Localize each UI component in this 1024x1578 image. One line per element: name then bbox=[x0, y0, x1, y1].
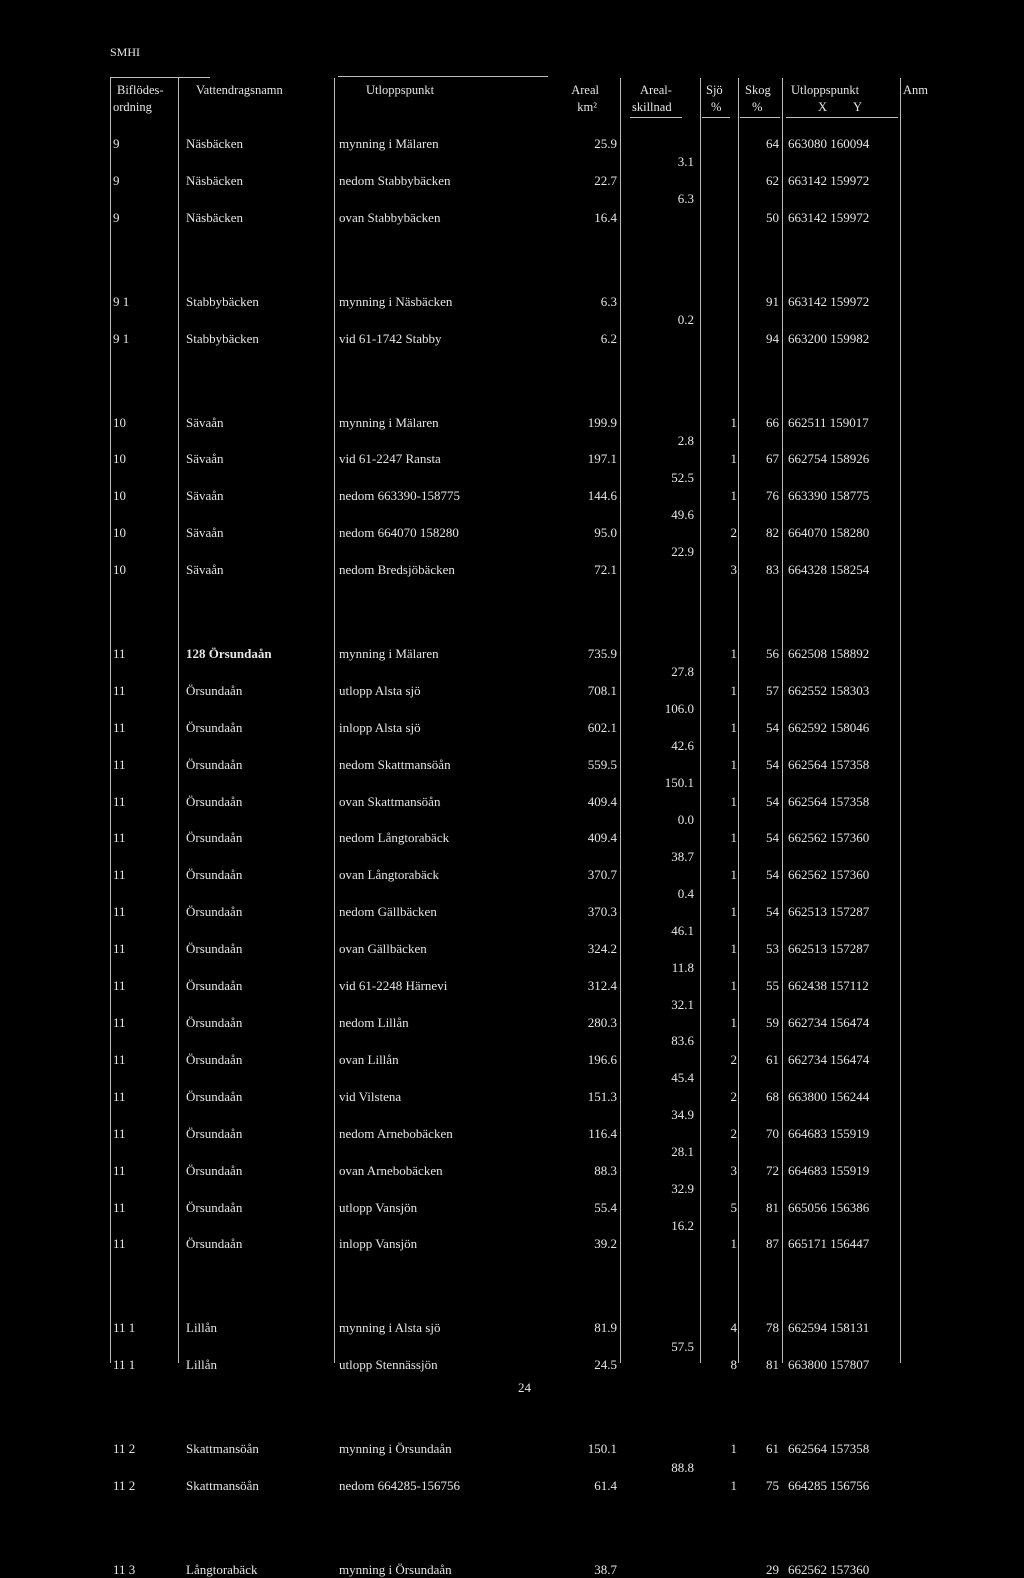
cell-coordinates: 663080 160094 bbox=[788, 136, 870, 151]
cell-coordinates: 663142 159972 bbox=[788, 294, 870, 309]
cell-coordinates: 664328 158254 bbox=[788, 562, 870, 577]
cell-utloppspunkt: nedom 664070 158280 bbox=[339, 525, 459, 540]
cell-vattendragsnamn: Stabbybäcken bbox=[186, 294, 259, 309]
cell-areal: 55.4 bbox=[594, 1200, 617, 1215]
cell-areal: 81.9 bbox=[594, 1320, 617, 1335]
header-arealskillnad: Areal- bbox=[640, 83, 672, 97]
cell-arealskillnad: 150.1 bbox=[664, 775, 694, 790]
cell-vattendragsnamn: Örsundaån bbox=[186, 830, 243, 845]
cell-utloppspunkt: ovan Skattmansöån bbox=[339, 794, 441, 809]
cell-skog: 81 bbox=[766, 1357, 779, 1372]
cell-vattendragsnamn: Örsundaån bbox=[186, 1015, 243, 1030]
cell-coordinates: 663800 157807 bbox=[788, 1357, 870, 1372]
header-underline bbox=[630, 117, 682, 118]
cell-skog: 67 bbox=[766, 451, 779, 466]
column-rule bbox=[110, 78, 111, 1363]
cell-areal: 312.4 bbox=[587, 978, 617, 993]
cell-skog: 54 bbox=[766, 830, 779, 845]
cell-coordinates: 663390 158775 bbox=[788, 488, 870, 503]
cell-areal: 409.4 bbox=[587, 830, 617, 845]
cell-areal: 602.1 bbox=[587, 720, 617, 735]
cell-skog: 54 bbox=[766, 904, 779, 919]
cell-ordning: 11 bbox=[113, 720, 126, 735]
cell-ordning: 11 bbox=[113, 978, 126, 993]
cell-vattendragsnamn: Örsundaån bbox=[186, 1089, 243, 1104]
cell-skog: 61 bbox=[766, 1052, 779, 1067]
cell-areal: 197.1 bbox=[587, 451, 617, 466]
cell-skog: 54 bbox=[766, 794, 779, 809]
cell-utloppspunkt: mynning i Alsta sjö bbox=[339, 1320, 441, 1335]
cell-areal: 150.1 bbox=[587, 1441, 617, 1456]
column-rule bbox=[900, 78, 901, 1363]
cell-vattendragsnamn: Örsundaån bbox=[186, 1236, 243, 1251]
header-skog: Skog bbox=[745, 83, 771, 97]
cell-arealskillnad: 88.8 bbox=[671, 1460, 694, 1475]
cell-sjo: 2 bbox=[730, 1126, 737, 1141]
cell-utloppspunkt: mynning i Örsundaån bbox=[339, 1562, 452, 1577]
cell-skog: 81 bbox=[766, 1200, 779, 1215]
cell-coordinates: 662754 158926 bbox=[788, 451, 870, 466]
cell-sjo: 1 bbox=[730, 683, 737, 698]
cell-ordning: 11 2 bbox=[113, 1441, 136, 1456]
column-rule bbox=[620, 78, 621, 1363]
header-underline bbox=[702, 117, 730, 118]
cell-ordning: 11 bbox=[113, 1200, 126, 1215]
cell-coordinates: 665056 156386 bbox=[788, 1200, 870, 1215]
page-number: 24 bbox=[518, 1380, 531, 1395]
cell-utloppspunkt: nedom 664285-156756 bbox=[339, 1478, 460, 1493]
header-sjo-unit: % bbox=[711, 100, 722, 114]
cell-arealskillnad: 27.8 bbox=[671, 664, 694, 679]
cell-vattendragsnamn: Örsundaån bbox=[186, 941, 243, 956]
cell-utloppspunkt: nedom Skattmansöån bbox=[339, 757, 451, 772]
cell-ordning: 11 1 bbox=[113, 1357, 136, 1372]
cell-arealskillnad: 22.9 bbox=[671, 544, 694, 559]
cell-ordning: 10 bbox=[113, 415, 126, 430]
cell-coordinates: 662562 157360 bbox=[788, 1562, 870, 1577]
cell-utloppspunkt: mynning i Mälaren bbox=[339, 646, 439, 661]
cell-sjo: 3 bbox=[730, 562, 737, 577]
cell-skog: 57 bbox=[766, 683, 779, 698]
cell-coordinates: 662513 157287 bbox=[788, 904, 870, 919]
header-skog-unit: % bbox=[752, 100, 763, 114]
cell-ordning: 11 bbox=[113, 1163, 126, 1178]
cell-ordning: 9 1 bbox=[113, 294, 130, 309]
cell-skog: 59 bbox=[766, 1015, 779, 1030]
cell-areal: 151.3 bbox=[587, 1089, 617, 1104]
cell-sjo: 1 bbox=[730, 1478, 737, 1493]
cell-arealskillnad: 32.1 bbox=[671, 997, 694, 1012]
header-underline bbox=[740, 117, 780, 118]
header-anm: Anm bbox=[903, 83, 928, 97]
cell-coordinates: 662552 158303 bbox=[788, 683, 870, 698]
cell-coordinates: 664683 155919 bbox=[788, 1163, 870, 1178]
cell-skog: 53 bbox=[766, 941, 779, 956]
column-rule bbox=[334, 78, 335, 1363]
cell-arealskillnad: 45.4 bbox=[671, 1070, 694, 1085]
cell-vattendragsnamn: Örsundaån bbox=[186, 794, 243, 809]
cell-vattendragsnamn: Näsbäcken bbox=[186, 210, 244, 225]
header-areal: Areal bbox=[571, 83, 599, 97]
header-x: X bbox=[818, 100, 828, 114]
source-label: SMHI bbox=[110, 45, 141, 59]
cell-ordning: 11 3 bbox=[113, 1562, 136, 1577]
cell-vattendragsnamn: Lillån bbox=[186, 1357, 218, 1372]
cell-sjo: 1 bbox=[730, 941, 737, 956]
cell-sjo: 2 bbox=[730, 525, 737, 540]
cell-vattendragsnamn: Sävaån bbox=[186, 525, 224, 540]
cell-skog: 54 bbox=[766, 720, 779, 735]
cell-vattendragsnamn: Skattmansöån bbox=[186, 1478, 259, 1493]
cell-coordinates: 662438 157112 bbox=[788, 978, 869, 993]
cell-sjo: 1 bbox=[730, 830, 737, 845]
cell-coordinates: 662594 158131 bbox=[788, 1320, 870, 1335]
cell-utloppspunkt: nedom Lillån bbox=[339, 1015, 409, 1030]
cell-vattendragsnamn: Örsundaån bbox=[186, 867, 243, 882]
cell-ordning: 11 bbox=[113, 1052, 126, 1067]
column-rule bbox=[738, 78, 739, 1363]
cell-ordning: 11 bbox=[113, 683, 126, 698]
cell-areal: 144.6 bbox=[587, 488, 617, 503]
cell-arealskillnad: 38.7 bbox=[671, 849, 694, 864]
cell-coordinates: 662562 157360 bbox=[788, 867, 870, 882]
cell-ordning: 11 bbox=[113, 867, 126, 882]
cell-areal: 370.7 bbox=[587, 867, 617, 882]
cell-coordinates: 662564 157358 bbox=[788, 757, 870, 772]
cell-sjo: 1 bbox=[730, 451, 737, 466]
cell-sjo: 1 bbox=[730, 867, 737, 882]
cell-vattendragsnamn: Örsundaån bbox=[186, 904, 243, 919]
cell-skog: 62 bbox=[766, 173, 779, 188]
header-vattendragsnamn: Vattendragsnamn bbox=[196, 83, 283, 97]
cell-utloppspunkt: nedom 663390-158775 bbox=[339, 488, 460, 503]
cell-ordning: 11 1 bbox=[113, 1320, 136, 1335]
cell-coordinates: 665171 156447 bbox=[788, 1236, 870, 1251]
cell-ordning: 11 bbox=[113, 941, 126, 956]
header-areal-unit: km² bbox=[577, 100, 597, 114]
cell-areal: 61.4 bbox=[594, 1478, 617, 1493]
cell-vattendragsnamn: Örsundaån bbox=[186, 1126, 243, 1141]
cell-areal: 735.9 bbox=[587, 646, 617, 661]
cell-ordning: 11 bbox=[113, 1236, 126, 1251]
cell-utloppspunkt: mynning i Örsundaån bbox=[339, 1441, 452, 1456]
cell-sjo: 2 bbox=[730, 1052, 737, 1067]
cell-arealskillnad: 52.5 bbox=[671, 470, 694, 485]
cell-skog: 94 bbox=[766, 331, 779, 346]
cell-skog: 64 bbox=[766, 136, 779, 151]
cell-sjo: 1 bbox=[730, 1441, 737, 1456]
cell-ordning: 11 bbox=[113, 1015, 126, 1030]
column-rule bbox=[178, 78, 179, 1363]
column-rule bbox=[700, 78, 701, 1363]
cell-skog: 54 bbox=[766, 757, 779, 772]
cell-skog: 29 bbox=[766, 1562, 779, 1577]
cell-utloppspunkt: ovan Arnebobäcken bbox=[339, 1163, 443, 1178]
cell-areal: 280.3 bbox=[587, 1015, 617, 1030]
cell-ordning: 11 bbox=[113, 830, 126, 845]
cell-sjo: 3 bbox=[730, 1163, 737, 1178]
cell-skog: 70 bbox=[766, 1126, 779, 1141]
cell-sjo: 1 bbox=[730, 978, 737, 993]
cell-ordning: 9 bbox=[113, 210, 120, 225]
cell-ordning: 10 bbox=[113, 488, 126, 503]
cell-areal: 88.3 bbox=[594, 1163, 617, 1178]
cell-arealskillnad: 49.6 bbox=[671, 507, 694, 522]
cell-sjo: 1 bbox=[730, 720, 737, 735]
cell-skog: 50 bbox=[766, 210, 779, 225]
cell-skog: 56 bbox=[766, 646, 779, 661]
cell-coordinates: 663800 156244 bbox=[788, 1089, 870, 1104]
cell-vattendragsnamn: Örsundaån bbox=[186, 1163, 243, 1178]
cell-arealskillnad: 34.9 bbox=[671, 1107, 694, 1122]
header-utloppspunkt: Utloppspunkt bbox=[366, 83, 435, 97]
cell-sjo: 8 bbox=[730, 1357, 737, 1372]
cell-areal: 72.1 bbox=[594, 562, 617, 577]
cell-arealskillnad: 57.5 bbox=[671, 1339, 694, 1354]
cell-areal: 38.7 bbox=[594, 1562, 617, 1577]
cell-areal: 6.3 bbox=[600, 294, 617, 309]
cell-ordning: 11 bbox=[113, 757, 126, 772]
cell-ordning: 11 2 bbox=[113, 1478, 136, 1493]
cell-coordinates: 663200 159982 bbox=[788, 331, 870, 346]
cell-vattendragsnamn: Örsundaån bbox=[186, 720, 243, 735]
cell-coordinates: 662564 157358 bbox=[788, 794, 870, 809]
cell-utloppspunkt: nedom Bredsjöbäcken bbox=[339, 562, 455, 577]
cell-arealskillnad: 28.1 bbox=[671, 1144, 694, 1159]
cell-skog: 78 bbox=[766, 1320, 779, 1335]
cell-ordning: 11 bbox=[113, 1089, 126, 1104]
cell-vattendragsnamn: Näsbäcken bbox=[186, 173, 244, 188]
cell-vattendragsnamn: 128 Örsundaån bbox=[186, 646, 272, 661]
cell-coordinates: 662592 158046 bbox=[788, 720, 870, 735]
cell-skog: 76 bbox=[766, 488, 779, 503]
cell-skog: 55 bbox=[766, 978, 779, 993]
cell-sjo: 1 bbox=[730, 415, 737, 430]
cell-vattendragsnamn: Sävaån bbox=[186, 451, 224, 466]
cell-ordning: 11 bbox=[113, 794, 126, 809]
cell-skog: 75 bbox=[766, 1478, 779, 1493]
cell-sjo: 1 bbox=[730, 488, 737, 503]
cell-coordinates: 664070 158280 bbox=[788, 525, 870, 540]
cell-sjo: 1 bbox=[730, 1236, 737, 1251]
cell-arealskillnad: 16.2 bbox=[671, 1218, 694, 1233]
cell-ordning: 9 1 bbox=[113, 331, 130, 346]
cell-ordning: 11 bbox=[113, 1126, 126, 1141]
cell-utloppspunkt: mynning i Näsbäcken bbox=[339, 294, 453, 309]
cell-arealskillnad: 0.0 bbox=[677, 812, 694, 827]
cell-areal: 116.4 bbox=[588, 1126, 617, 1141]
cell-arealskillnad: 0.4 bbox=[677, 886, 694, 901]
cell-areal: 16.4 bbox=[594, 210, 617, 225]
cell-arealskillnad: 3.1 bbox=[677, 154, 694, 169]
header-y: Y bbox=[853, 100, 863, 114]
cell-ordning: 9 bbox=[113, 136, 120, 151]
cell-arealskillnad: 32.9 bbox=[671, 1181, 694, 1196]
cell-coordinates: 663142 159972 bbox=[788, 210, 870, 225]
cell-utloppspunkt: nedom Långtorabäck bbox=[339, 830, 450, 845]
cell-areal: 196.6 bbox=[587, 1052, 617, 1067]
cell-utloppspunkt: utlopp Alsta sjö bbox=[339, 683, 421, 698]
cell-utloppspunkt: inlopp Vansjön bbox=[339, 1236, 418, 1251]
header-underline bbox=[786, 117, 898, 118]
cell-coordinates: 662564 157358 bbox=[788, 1441, 870, 1456]
cell-areal: 324.2 bbox=[587, 941, 617, 956]
cell-skog: 54 bbox=[766, 867, 779, 882]
header-arealskillnad: skillnad bbox=[632, 100, 672, 114]
cell-areal: 370.3 bbox=[587, 904, 617, 919]
header-bifloden: Biflödes- bbox=[117, 83, 164, 97]
cell-ordning: 10 bbox=[113, 525, 126, 540]
cell-vattendragsnamn: Stabbybäcken bbox=[186, 331, 259, 346]
cell-arealskillnad: 83.6 bbox=[671, 1033, 694, 1048]
cell-areal: 22.7 bbox=[594, 173, 617, 188]
cell-vattendragsnamn: Örsundaån bbox=[186, 1200, 243, 1215]
cell-sjo: 1 bbox=[730, 757, 737, 772]
cell-utloppspunkt: vid Vilstena bbox=[339, 1089, 402, 1104]
cell-areal: 24.5 bbox=[594, 1357, 617, 1372]
cell-utloppspunkt: inlopp Alsta sjö bbox=[339, 720, 421, 735]
cell-coordinates: 662511 159017 bbox=[788, 415, 869, 430]
cell-vattendragsnamn: Örsundaån bbox=[186, 683, 243, 698]
cell-sjo: 1 bbox=[730, 646, 737, 661]
cell-sjo: 4 bbox=[730, 1320, 737, 1335]
cell-utloppspunkt: ovan Gällbäcken bbox=[339, 941, 427, 956]
cell-utloppspunkt: vid 61-2247 Ransta bbox=[339, 451, 441, 466]
cell-vattendragsnamn: Lillån bbox=[186, 1320, 218, 1335]
cell-vattendragsnamn: Skattmansöån bbox=[186, 1441, 259, 1456]
cell-vattendragsnamn: Långtorabäck bbox=[186, 1562, 258, 1577]
cell-coordinates: 662513 157287 bbox=[788, 941, 870, 956]
header-bifloden: ordning bbox=[113, 100, 152, 114]
cell-utloppspunkt: ovan Stabbybäcken bbox=[339, 210, 441, 225]
cell-utloppspunkt: utlopp Stennässjön bbox=[339, 1357, 438, 1372]
cell-ordning: 10 bbox=[113, 451, 126, 466]
cell-areal: 95.0 bbox=[594, 525, 617, 540]
cell-coordinates: 663142 159972 bbox=[788, 173, 870, 188]
cell-utloppspunkt: vid 61-2248 Härnevi bbox=[339, 978, 448, 993]
cell-areal: 199.9 bbox=[587, 415, 617, 430]
header-top-rule bbox=[110, 77, 210, 78]
cell-arealskillnad: 42.6 bbox=[671, 738, 694, 753]
cell-sjo: 1 bbox=[730, 794, 737, 809]
column-rule bbox=[782, 78, 783, 1363]
cell-ordning: 11 bbox=[113, 646, 126, 661]
cell-utloppspunkt: nedom Arnebobäcken bbox=[339, 1126, 453, 1141]
cell-utloppspunkt: nedom Gällbäcken bbox=[339, 904, 437, 919]
cell-skog: 68 bbox=[766, 1089, 779, 1104]
cell-skog: 91 bbox=[766, 294, 779, 309]
cell-skog: 66 bbox=[766, 415, 779, 430]
cell-vattendragsnamn: Örsundaån bbox=[186, 978, 243, 993]
cell-coordinates: 664285 156756 bbox=[788, 1478, 870, 1493]
cell-sjo: 5 bbox=[730, 1200, 737, 1215]
cell-coordinates: 662508 158892 bbox=[788, 646, 870, 661]
cell-arealskillnad: 6.3 bbox=[677, 191, 694, 206]
header-utloppspunkt-coord: Utloppspunkt bbox=[791, 83, 860, 97]
cell-vattendragsnamn: Örsundaån bbox=[186, 757, 243, 772]
cell-utloppspunkt: ovan Långtorabäck bbox=[339, 867, 439, 882]
cell-coordinates: 662734 156474 bbox=[788, 1052, 870, 1067]
cell-sjo: 1 bbox=[730, 904, 737, 919]
cell-areal: 25.9 bbox=[594, 136, 617, 151]
cell-utloppspunkt: nedom Stabbybäcken bbox=[339, 173, 451, 188]
cell-utloppspunkt: utlopp Vansjön bbox=[339, 1200, 418, 1215]
cell-ordning: 11 bbox=[113, 904, 126, 919]
cell-areal: 6.2 bbox=[600, 331, 617, 346]
cell-areal: 39.2 bbox=[594, 1236, 617, 1251]
cell-vattendragsnamn: Näsbäcken bbox=[186, 136, 244, 151]
cell-vattendragsnamn: Sävaån bbox=[186, 488, 224, 503]
cell-skog: 87 bbox=[766, 1236, 779, 1251]
cell-skog: 82 bbox=[766, 525, 779, 540]
cell-coordinates: 664683 155919 bbox=[788, 1126, 870, 1141]
cell-utloppspunkt: ovan Lillån bbox=[339, 1052, 399, 1067]
cell-arealskillnad: 0.2 bbox=[677, 312, 694, 327]
cell-skog: 61 bbox=[766, 1441, 779, 1456]
header-top-rule bbox=[338, 76, 548, 77]
header-sjo: Sjö bbox=[706, 83, 723, 97]
cell-skog: 83 bbox=[766, 562, 779, 577]
cell-areal: 409.4 bbox=[587, 794, 617, 809]
cell-sjo: 1 bbox=[730, 1015, 737, 1030]
cell-arealskillnad: 11.8 bbox=[671, 960, 694, 975]
cell-ordning: 9 bbox=[113, 173, 120, 188]
cell-areal: 708.1 bbox=[587, 683, 617, 698]
cell-vattendragsnamn: Sävaån bbox=[186, 562, 224, 577]
cell-skog: 72 bbox=[766, 1163, 779, 1178]
cell-arealskillnad: 106.0 bbox=[664, 701, 694, 716]
cell-arealskillnad: 46.1 bbox=[671, 923, 694, 938]
cell-arealskillnad: 2.8 bbox=[677, 433, 694, 448]
cell-utloppspunkt: vid 61-1742 Stabby bbox=[339, 331, 442, 346]
cell-areal: 559.5 bbox=[587, 757, 617, 772]
cell-coordinates: 662734 156474 bbox=[788, 1015, 870, 1030]
cell-utloppspunkt: mynning i Mälaren bbox=[339, 415, 439, 430]
cell-vattendragsnamn: Örsundaån bbox=[186, 1052, 243, 1067]
cell-sjo: 2 bbox=[730, 1089, 737, 1104]
cell-vattendragsnamn: Sävaån bbox=[186, 415, 224, 430]
cell-utloppspunkt: mynning i Mälaren bbox=[339, 136, 439, 151]
cell-coordinates: 662562 157360 bbox=[788, 830, 870, 845]
cell-ordning: 10 bbox=[113, 562, 126, 577]
